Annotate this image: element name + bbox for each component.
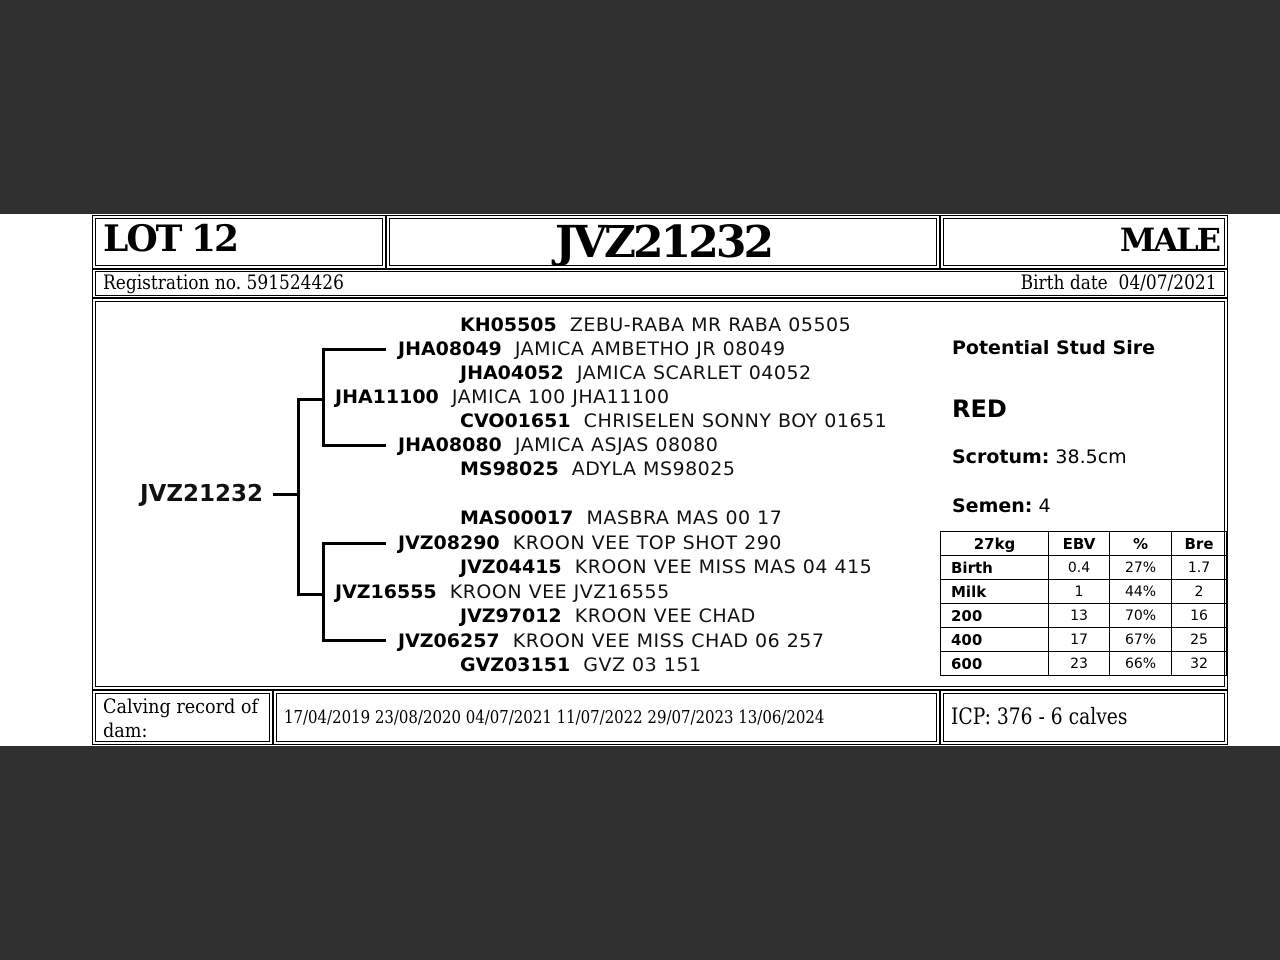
- pedigree-dam-dam-sire: JVZ97012 KROON VEE CHAD: [460, 605, 756, 627]
- ebv-row: Birth 0.4 27% 1.7: [941, 556, 1227, 580]
- pedigree-sire-sire-sire: KH05505 ZEBU-RABA MR RABA 05505: [460, 314, 852, 336]
- pedigree-sire-dam-dam: MS98025 ADYLA MS98025: [460, 458, 736, 480]
- pedigree-sire: JHA11100 JAMICA 100 JHA11100: [335, 386, 670, 408]
- ebv-row: Milk 1 44% 2: [941, 580, 1227, 604]
- lot-card: [0, 214, 1280, 746]
- ebv-header-ebv: EBV: [1049, 532, 1110, 556]
- icp-box: [940, 690, 1228, 745]
- colour: RED: [952, 395, 1007, 423]
- ebv-header-weight: 27kg: [941, 532, 1049, 556]
- ebv-header-bre: Bre: [1172, 532, 1227, 556]
- pedigree-sire-dam-sire: CVO01651 CHRISELEN SONNY BOY 01651: [460, 410, 888, 432]
- ebv-row: 600 23 66% 32: [941, 652, 1227, 676]
- ebv-table: [940, 531, 1227, 676]
- scrotum: Scrotum: 38.5cm: [952, 446, 1127, 468]
- pedigree-dam-sire: JVZ08290 KROON VEE TOP SHOT 290: [398, 532, 782, 554]
- pedigree-dam-dam-dam: GVZ03151 GVZ 03 151: [460, 654, 702, 676]
- pedigree-animal: JVZ21232: [140, 481, 264, 507]
- semen: Semen: 4: [952, 495, 1051, 517]
- pedigree-sire-dam: JHA08080 JAMICA ASJAS 08080: [398, 434, 719, 456]
- calving-dates-box: [273, 690, 940, 745]
- tag-box: [386, 215, 940, 269]
- pedigree-dam-dam: JVZ06257 KROON VEE MISS CHAD 06 257: [398, 630, 825, 652]
- calving-dates: 17/04/2019 23/08/2020 04/07/2021 11/07/2022 29/07/2023 13/06/2024: [284, 707, 825, 728]
- animal-tag-title: JVZ21232: [554, 217, 772, 268]
- registration-number: Registration no. 591524426: [103, 270, 344, 294]
- sex-box: [940, 215, 1228, 269]
- icp-summary: ICP: 376 - 6 calves: [951, 705, 1128, 730]
- calving-label-box: [92, 690, 273, 745]
- ebv-row: 200 13 70% 16: [941, 604, 1227, 628]
- ebv-header-percent: %: [1110, 532, 1172, 556]
- registration-row: [92, 269, 1228, 298]
- potential-stud-sire: Potential Stud Sire: [952, 337, 1155, 359]
- pedigree-dam-sire-sire: MAS00017 MASBRA MAS 00 17: [460, 507, 783, 529]
- pedigree-sire-sire: JHA08049 JAMICA AMBETHO JR 08049: [398, 338, 786, 360]
- lot-box: [92, 215, 386, 269]
- pedigree-dam-sire-dam: JVZ04415 KROON VEE MISS MAS 04 415: [460, 556, 873, 578]
- lot-number: LOT 12: [103, 218, 238, 260]
- calving-record-label: Calving record of dam:: [103, 694, 259, 742]
- pedigree-dam: JVZ16555 KROON VEE JVZ16555: [335, 581, 670, 603]
- birth-date: Birth date 04/07/2021: [1021, 270, 1217, 294]
- pedigree-sire-sire-dam: JHA04052 JAMICA SCARLET 04052: [460, 362, 812, 384]
- animal-sex: MALE: [1119, 221, 1219, 259]
- ebv-row: 400 17 67% 25: [941, 628, 1227, 652]
